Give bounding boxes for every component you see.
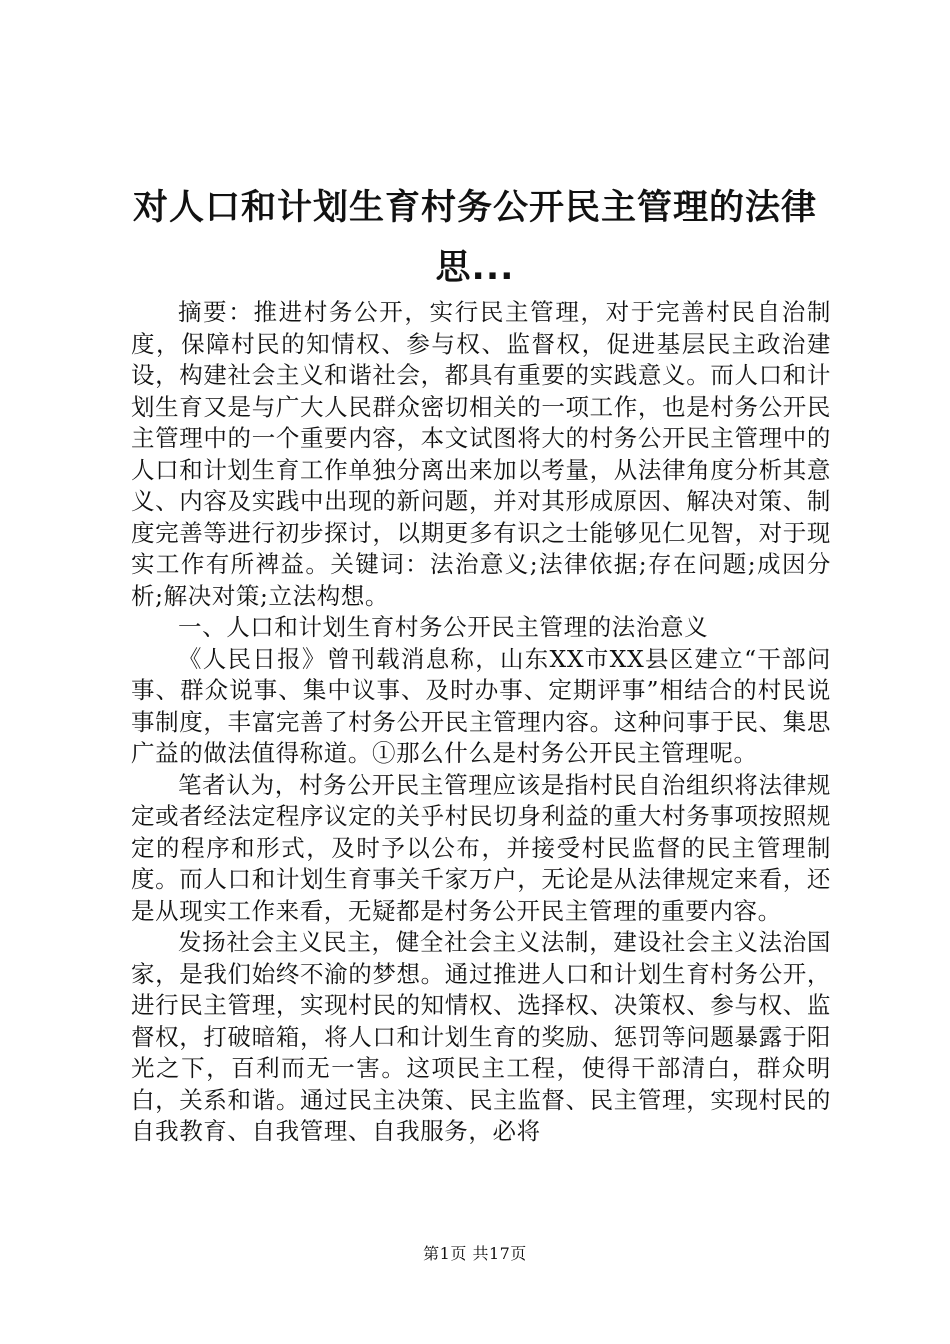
section-heading: 一、人口和计划生育村务公开民主管理的法治意义	[178, 613, 709, 641]
body-paragraph: 笔者认为，村务公开民主管理应该是指村民自治组织将法律规定或者经法定程序议定的关乎村民切身利益的重大村务事项按照规定的程序和形式，及时予以公布，并接受村民监督的民主管理制度。而人口和计划生育事关千家万户，无论是从法律规定来看，还是从现实工作来看，无疑都是村务公开民主管理的重要内容。	[131, 770, 831, 925]
document-title: 对人口和计划生育村务公开民主管理的法律思...	[132, 188, 817, 288]
page-number-footer: 第1页 共17页	[423, 1244, 527, 1263]
body-paragraph: 《人民日报》曾刊载消息称，山东XX市XX县区建立“干部问事、群众说事、集中议事、及时办事、定期评事”相结合的村民说事制度，丰富完善了村务公开民主管理内容。这种问事于民、集思广益的做法值得称道。①那么什么是村务公开民主管理呢。	[131, 644, 831, 767]
document-body	[131, 297, 831, 1148]
abstract-paragraph: 摘要：推进村务公开，实行民主管理，对于完善村民自治制度，保障村民的知情权、参与权、监督权，促进基层民主政治建设，构建社会主义和谐社会，都具有重要的实践意义。而人口和计划生育又是与广大人民群众密切相关的一项工作，也是村务公开民主管理中的一个重要内容，本文试图将大的村务公开民主管理中的人口和计划生育工作单独分离出来加以考量，从法律角度分析其意义、内容及实践中出现的新问题，并对其形成原因、解决对策、制度完善等进行初步探讨，以期更多有识之士能够见仁见智，对于现实工作有所裨益。关键词：法治意义;法律依据;存在问题;成因分析;解决对策;立法构想。	[131, 298, 831, 610]
body-paragraph: 发扬社会主义民主，健全社会主义法制，建设社会主义法治国家，是我们始终不渝的梦想。通过推进人口和计划生育村务公开，进行民主管理，实现村民的知情权、选择权、决策权、参与权、监督权，打破暗箱，将人口和计划生育的奖励、惩罚等问题暴露于阳光之下，百利而无一害。这项民主工程，使得干部清白，群众明白，关系和谐。通过民主决策、民主监督、民主管理，实现村民的自我教育、自我管理、自我服务，必将	[131, 928, 831, 1145]
